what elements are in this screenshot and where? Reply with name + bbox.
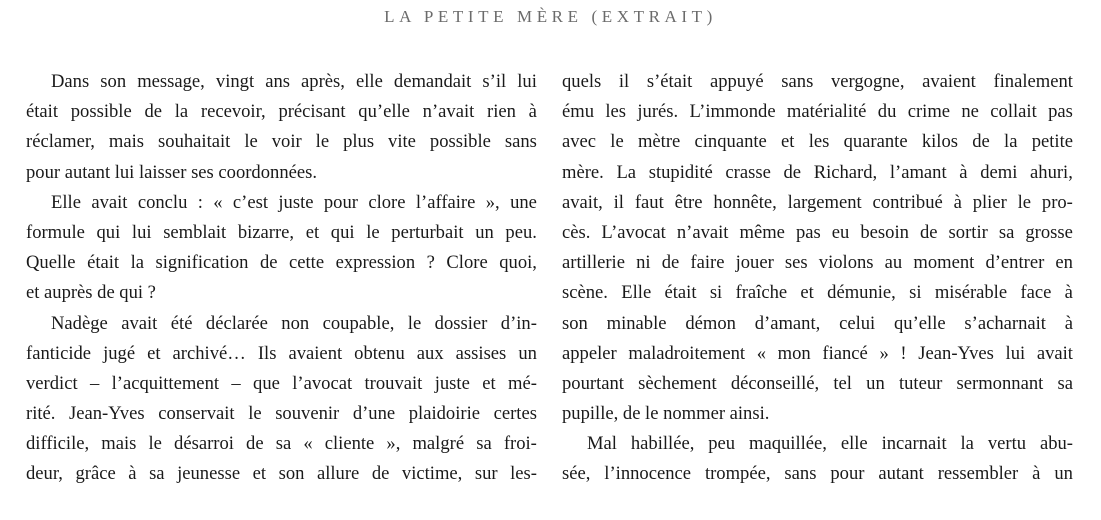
- word: quoi,: [499, 252, 537, 274]
- word: de: [783, 161, 802, 183]
- word: en: [1055, 252, 1073, 274]
- word: de: [144, 101, 162, 123]
- word: un: [518, 342, 537, 364]
- word: à: [128, 463, 137, 485]
- word: lui: [517, 71, 537, 92]
- word: Elle: [621, 282, 652, 304]
- word: ses: [191, 161, 214, 183]
- word: sée,: [562, 463, 591, 485]
- word: de: [622, 403, 641, 425]
- word: possible: [429, 131, 491, 153]
- word: de: [97, 282, 115, 304]
- word: maladroitement: [628, 342, 746, 364]
- right-column: [562, 67, 1073, 490]
- word: plaidoirie: [408, 403, 480, 425]
- word: le: [315, 131, 330, 153]
- word: ?: [426, 252, 435, 274]
- word: crime: [907, 101, 951, 123]
- text-line: [26, 399, 537, 429]
- left-column: [26, 67, 537, 490]
- word: sur: [474, 463, 498, 485]
- text-line: [26, 278, 537, 308]
- word: jouer: [735, 252, 774, 274]
- text-line: [26, 429, 537, 459]
- word: difficile,: [26, 433, 90, 455]
- word: l’affaire: [415, 191, 476, 213]
- word: et: [26, 282, 40, 304]
- word: jeunesse: [177, 463, 241, 485]
- word: démunie,: [827, 282, 896, 304]
- word: coupable,: [322, 312, 395, 334]
- word: incarnait: [881, 433, 947, 455]
- text-line: [26, 218, 537, 248]
- word: l’avocat: [292, 372, 353, 394]
- word: laisser: [138, 161, 187, 183]
- text-line: [26, 97, 537, 127]
- word: elle: [356, 71, 383, 92]
- word: Richard,: [813, 161, 878, 183]
- word: juste: [278, 191, 314, 213]
- word: et: [305, 221, 320, 243]
- word: s’était: [646, 71, 693, 92]
- word: Clore: [446, 252, 488, 274]
- text-line: [562, 127, 1073, 157]
- word: message,: [137, 71, 205, 92]
- word: que: [253, 372, 280, 394]
- word: à: [1064, 282, 1073, 304]
- word: contribué: [872, 191, 943, 213]
- word: s’acharnait: [964, 312, 1046, 334]
- word: à: [528, 101, 537, 123]
- word: mon: [777, 342, 811, 364]
- word: qui: [96, 221, 121, 243]
- word: demi: [980, 161, 1018, 183]
- word: eu: [831, 221, 850, 243]
- word: face: [1020, 282, 1052, 304]
- word: qui: [119, 282, 144, 304]
- text-line: [26, 188, 537, 218]
- word: le: [610, 131, 624, 153]
- word: était: [26, 101, 59, 123]
- word: ne: [961, 101, 979, 123]
- word: peu: [708, 433, 736, 455]
- text-line: [562, 339, 1073, 369]
- word: largement: [787, 191, 862, 213]
- word: grâce: [75, 463, 116, 485]
- word: pour: [26, 161, 61, 183]
- word: tel: [833, 372, 852, 394]
- word: cette: [289, 252, 325, 274]
- word: minable: [606, 312, 667, 334]
- word: pour: [830, 463, 865, 485]
- word: juste: [434, 372, 470, 394]
- text-line: [562, 218, 1073, 248]
- word: certes: [493, 403, 537, 425]
- word: ressembler: [937, 463, 1019, 485]
- running-title: LA PETITE MÈRE (EXTRAIT): [384, 7, 717, 26]
- word: victime,: [401, 463, 463, 485]
- word: de: [972, 131, 990, 153]
- word: mère.: [562, 161, 604, 183]
- word: était: [664, 282, 697, 304]
- word: le: [244, 131, 258, 153]
- word: ?: [147, 282, 156, 304]
- word: cliente: [324, 433, 375, 455]
- word: «: [756, 342, 767, 364]
- word: n’avait: [422, 101, 475, 123]
- word: cinquante: [694, 131, 767, 153]
- word: rien: [487, 101, 516, 123]
- word: avaient: [288, 342, 343, 364]
- word: sa: [275, 433, 292, 455]
- word: Quelle: [26, 252, 76, 274]
- word: être: [674, 191, 703, 213]
- word: –: [231, 372, 241, 394]
- word: possible: [70, 101, 132, 123]
- word: tuteur: [898, 372, 943, 394]
- word: Elle: [51, 191, 81, 213]
- text-line: [562, 309, 1073, 339]
- word: sans: [781, 71, 814, 92]
- word: démon: [685, 312, 736, 334]
- text-line: [26, 339, 537, 369]
- word: pourtant: [562, 372, 624, 394]
- word: sèchement: [638, 372, 717, 394]
- word: fanticide: [26, 342, 92, 364]
- word: fiancé: [822, 342, 868, 364]
- word: réclamer,: [26, 131, 95, 153]
- word: «: [303, 433, 313, 455]
- text-line: [562, 429, 1073, 459]
- word: sa: [476, 433, 492, 455]
- word: le: [1017, 191, 1032, 213]
- word: le: [645, 403, 659, 425]
- text-line: [562, 459, 1073, 489]
- word: kilos: [921, 131, 958, 153]
- word: !: [900, 342, 907, 364]
- word: au: [884, 252, 903, 274]
- word: qui: [330, 221, 355, 243]
- word: si: [909, 282, 922, 304]
- word: mais: [108, 131, 145, 153]
- word: le: [407, 312, 422, 334]
- word: obtenu: [354, 342, 405, 364]
- word: les: [808, 131, 830, 153]
- word: crasse: [725, 161, 771, 183]
- word: ni: [636, 252, 651, 274]
- word: vertu: [987, 433, 1027, 455]
- word: avait: [121, 312, 158, 334]
- word: à: [1032, 463, 1041, 485]
- word: son: [562, 312, 588, 334]
- word: sortir: [948, 221, 988, 243]
- word: le: [248, 403, 262, 425]
- word: du: [877, 101, 897, 123]
- word: vite: [388, 131, 416, 153]
- word: habillée,: [630, 433, 695, 455]
- word: Mal: [587, 433, 617, 455]
- word: deur,: [26, 463, 63, 485]
- word: mètre: [637, 131, 681, 153]
- word: misérable: [934, 282, 1008, 304]
- word: expression: [335, 252, 416, 274]
- text-line: [26, 158, 537, 188]
- word: pupille,: [562, 403, 619, 425]
- word: un: [1054, 463, 1073, 485]
- word: :: [197, 191, 203, 213]
- word: sans: [784, 463, 817, 485]
- word: avaient: [922, 71, 976, 92]
- word: perturbait: [391, 221, 464, 243]
- word: signification: [155, 252, 249, 274]
- word: les: [605, 101, 627, 123]
- word: «: [213, 191, 223, 213]
- word: et: [800, 282, 814, 304]
- word: appuyé: [709, 71, 764, 92]
- word: aux: [416, 342, 444, 364]
- word: vingt: [215, 71, 255, 92]
- word: matérialité: [786, 101, 867, 123]
- word: Ils: [257, 342, 277, 364]
- word: fraîche: [735, 282, 788, 304]
- word: scène.: [562, 282, 608, 304]
- word: autant: [878, 463, 924, 485]
- word: lui: [1005, 342, 1026, 364]
- word: Jean-Yves: [69, 403, 145, 425]
- word: son: [100, 71, 127, 92]
- text-line: [26, 248, 537, 278]
- word: verdict: [26, 372, 78, 394]
- word: jurés.: [637, 101, 679, 123]
- word: Dans: [51, 71, 90, 92]
- text-line: [26, 369, 537, 399]
- word: la: [174, 101, 189, 123]
- word: pas: [1048, 101, 1073, 123]
- word: et: [781, 131, 795, 153]
- word: La: [616, 161, 637, 183]
- word: rité.: [26, 403, 56, 425]
- word: assises: [455, 342, 507, 364]
- word: lui: [114, 161, 135, 183]
- word: c’est: [232, 191, 269, 213]
- word: il: [613, 191, 624, 213]
- word: si: [709, 282, 723, 304]
- word: trouvait: [364, 372, 423, 394]
- word: mais: [101, 433, 137, 455]
- word: précisant: [278, 101, 346, 123]
- word: besoin: [860, 221, 909, 243]
- word: lui: [131, 221, 152, 243]
- word: la: [1004, 131, 1018, 153]
- word: non: [281, 312, 310, 334]
- word: appeler: [562, 342, 617, 364]
- word: pas: [795, 221, 821, 243]
- word: une: [510, 191, 537, 213]
- word: faire: [690, 252, 725, 274]
- word: souhaitait: [158, 131, 231, 153]
- word: froi-: [503, 433, 537, 455]
- word: de: [259, 252, 278, 274]
- text-line: [562, 158, 1073, 188]
- word: faut: [634, 191, 664, 213]
- word: conservait: [158, 403, 235, 425]
- word: était: [87, 252, 120, 274]
- word: pro-: [1041, 191, 1073, 213]
- word: violons: [818, 252, 874, 274]
- word: après,: [301, 71, 345, 92]
- word: trompée,: [704, 463, 771, 485]
- word: la: [130, 252, 144, 274]
- word: collait: [990, 101, 1037, 123]
- word: de: [919, 221, 938, 243]
- word: de: [246, 433, 264, 455]
- word: son: [278, 463, 305, 485]
- word: voir: [271, 131, 302, 153]
- text-line: [562, 67, 1073, 97]
- word: le: [148, 433, 162, 455]
- word: coordonnées.: [218, 161, 318, 183]
- word: archivé…: [172, 342, 246, 364]
- word: n’avait: [676, 221, 729, 243]
- word: L’avocat: [601, 221, 666, 243]
- word: la: [960, 433, 974, 455]
- word: le: [366, 221, 380, 243]
- word: il: [618, 71, 630, 92]
- word: l’amant: [889, 161, 947, 183]
- word: »: [879, 342, 889, 364]
- text-line: [26, 309, 537, 339]
- word: Nadège: [51, 312, 108, 334]
- word: d’in-: [500, 312, 537, 334]
- word: qu’elle: [893, 312, 946, 334]
- word: auprès: [44, 282, 93, 304]
- word: autant: [64, 161, 111, 183]
- word: avait: [1036, 342, 1073, 364]
- word: artillerie: [562, 252, 625, 274]
- word: souvenir: [275, 403, 340, 425]
- word: d’amant,: [754, 312, 821, 334]
- text-line: [562, 248, 1073, 278]
- word: s’il: [482, 71, 507, 92]
- word: nommer: [663, 403, 726, 425]
- word: dossier: [434, 312, 488, 334]
- word: d’une: [352, 403, 396, 425]
- word: vergogne,: [830, 71, 905, 92]
- word: et: [252, 463, 267, 485]
- word: grosse: [1025, 221, 1073, 243]
- word: sermonnant: [956, 372, 1044, 394]
- word: désarroi: [174, 433, 234, 455]
- word: »,: [485, 191, 500, 213]
- word: quels: [562, 71, 602, 92]
- word: déconseillé,: [730, 372, 820, 394]
- word: honnête,: [713, 191, 777, 213]
- word: abu-: [1039, 433, 1073, 455]
- word: mé-: [507, 372, 537, 394]
- word: sa: [1057, 372, 1073, 394]
- word: stupidité: [648, 161, 713, 183]
- word: jugé: [103, 342, 136, 364]
- word: déclarée: [205, 312, 268, 334]
- word: sa: [998, 221, 1015, 243]
- word: les-: [510, 463, 537, 485]
- word: celui: [839, 312, 876, 334]
- word: sa: [149, 463, 165, 485]
- word: l’innocence: [604, 463, 692, 485]
- word: plier: [972, 191, 1007, 213]
- word: un: [866, 372, 885, 394]
- word: maquillée,: [748, 433, 827, 455]
- word: elle: [840, 433, 868, 455]
- word: malgré: [412, 433, 465, 455]
- word: L’immonde: [689, 101, 776, 123]
- word: à: [1064, 312, 1073, 334]
- word: et: [482, 372, 496, 394]
- word: été: [170, 312, 193, 334]
- word: ému: [562, 101, 595, 123]
- word: à: [953, 191, 962, 213]
- word: ans: [265, 71, 290, 92]
- text-line: [562, 399, 1073, 429]
- word: avait,: [562, 191, 603, 213]
- word: de: [371, 463, 390, 485]
- word: quarante: [843, 131, 908, 153]
- word: ainsi.: [729, 403, 770, 425]
- word: semblait: [163, 221, 227, 243]
- word: petite: [1031, 131, 1073, 153]
- word: qu’elle: [358, 101, 410, 123]
- text-line: [26, 459, 537, 489]
- word: ahuri,: [1030, 161, 1073, 183]
- word: »,: [386, 433, 401, 455]
- word: clore: [368, 191, 406, 213]
- word: même: [739, 221, 785, 243]
- text-line: [562, 369, 1073, 399]
- text-line: [562, 188, 1073, 218]
- word: conclu: [137, 191, 188, 213]
- word: Jean-Yves: [918, 342, 994, 364]
- word: d’entrer: [985, 252, 1045, 274]
- word: finalement: [993, 71, 1073, 92]
- word: et: [147, 342, 161, 364]
- word: à: [959, 161, 968, 183]
- text-line: [562, 278, 1073, 308]
- word: sans: [504, 131, 537, 153]
- word: pour: [323, 191, 358, 213]
- word: cès.: [562, 221, 591, 243]
- word: allure: [316, 463, 360, 485]
- word: moment: [913, 252, 975, 274]
- word: un: [475, 221, 494, 243]
- word: formule: [26, 221, 85, 243]
- word: peu.: [505, 221, 537, 243]
- text-line: [562, 97, 1073, 127]
- word: avec: [562, 131, 597, 153]
- text-line: [26, 67, 537, 97]
- word: bizarre,: [237, 221, 295, 243]
- word: avait: [91, 191, 128, 213]
- word: plus: [343, 131, 375, 153]
- text-line: [26, 127, 537, 157]
- word: demandait: [393, 71, 472, 92]
- word: ses: [784, 252, 808, 274]
- word: l’acquittement: [111, 372, 220, 394]
- word: recevoir,: [200, 101, 266, 123]
- word: de: [661, 252, 680, 274]
- word: –: [89, 372, 100, 394]
